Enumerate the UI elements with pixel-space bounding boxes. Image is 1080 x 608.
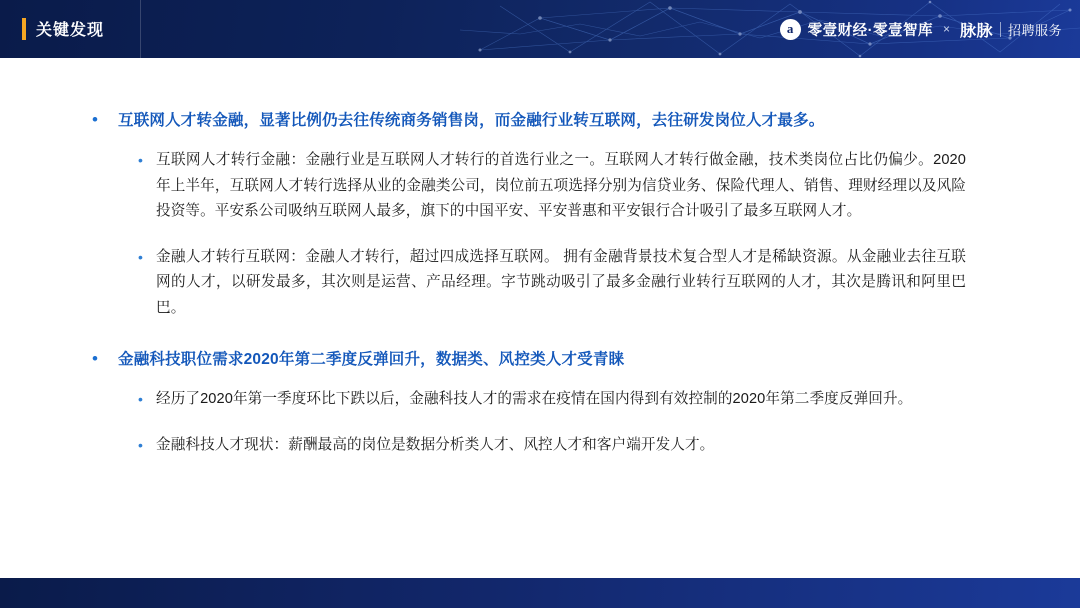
key-finding-1-heading: 互联网人才转金融，显著比例仍去往传统商务销售岗，而金融行业转互联网，去往研发岗位人才最多。 xyxy=(118,112,825,129)
brand-cross-icon: × xyxy=(942,22,950,36)
key-finding-1-item-2-text: 金融人才转行互联网：金融人才转行，超过四成选择互联网。 拥有金融背景技术复合型人才是稀缺资源。从金融业去往互联网的人才，以研发最多，其次则是运营、产品经理。字节跳动吸引了最多金融行业转行互联网的人才，其次是腾讯和阿里巴巴。 xyxy=(156,248,966,316)
sub-bullet-icon: • xyxy=(138,391,143,407)
sub-bullet-icon: • xyxy=(138,436,143,453)
brand-lockup xyxy=(780,14,1062,44)
key-finding-2-item-2 xyxy=(54,433,1026,459)
slide-footer-bar xyxy=(0,578,1080,608)
brand-name: 零壹财经·零壹智库 xyxy=(807,22,933,39)
brand-logo-icon: a xyxy=(780,19,801,40)
key-finding-2-item-1-text: 经历了2020年第一季度环比下跌以后，金融科技人才的需求在疫情在国内得到有效控制的2020年第二季度反弹回升。 xyxy=(156,391,913,407)
section-spacer xyxy=(54,341,1026,349)
sub-bullet-icon: • xyxy=(138,248,143,265)
key-finding-1-item-1 xyxy=(54,148,1026,225)
key-finding-1-item-2 xyxy=(54,245,1026,322)
key-finding-1 xyxy=(54,110,1026,132)
title-accent-bar xyxy=(22,18,26,40)
key-finding-2-heading: 金融科技职位需求2020年第二季度反弹回升，数据类、风控类人才受青睐 xyxy=(118,351,625,368)
key-finding-1-item-1-text: 互联网人才转行金融：金融行业是互联网人才转行的首选行业之一。互联网人才转行做金融，技术类岗位占比仍偏少。2020年上半年，互联网人才转行选择从业的金融类公司，岗位前五项选择分别为信贷业务、保险代理人、销售、理财经理以及风险投资等。平安系公司吸纳互联网人最多，旗下的中国平安、平安普惠和平安银行合计吸引了最多互联网人才。 xyxy=(156,152,966,219)
bullet-icon: • xyxy=(92,110,98,129)
bullet-icon: • xyxy=(92,349,98,368)
partner-service-label: 招聘服务 xyxy=(1007,22,1062,38)
slide-content xyxy=(0,58,1080,578)
key-finding-2 xyxy=(54,349,1026,371)
key-finding-2-item-1 xyxy=(54,387,1026,413)
slide-header xyxy=(0,0,1080,58)
key-finding-2-item-2-text: 金融科技人才现状：薪酬最高的岗位是数据分析类人才、风控人才和客户端开发人才。 xyxy=(156,436,715,453)
partner-logo: 脉脉 xyxy=(959,22,993,40)
page-title: 关键发现 xyxy=(36,22,105,39)
header-divider xyxy=(140,0,141,58)
brand-separator xyxy=(1000,22,1001,37)
sub-bullet-icon: • xyxy=(138,152,143,168)
